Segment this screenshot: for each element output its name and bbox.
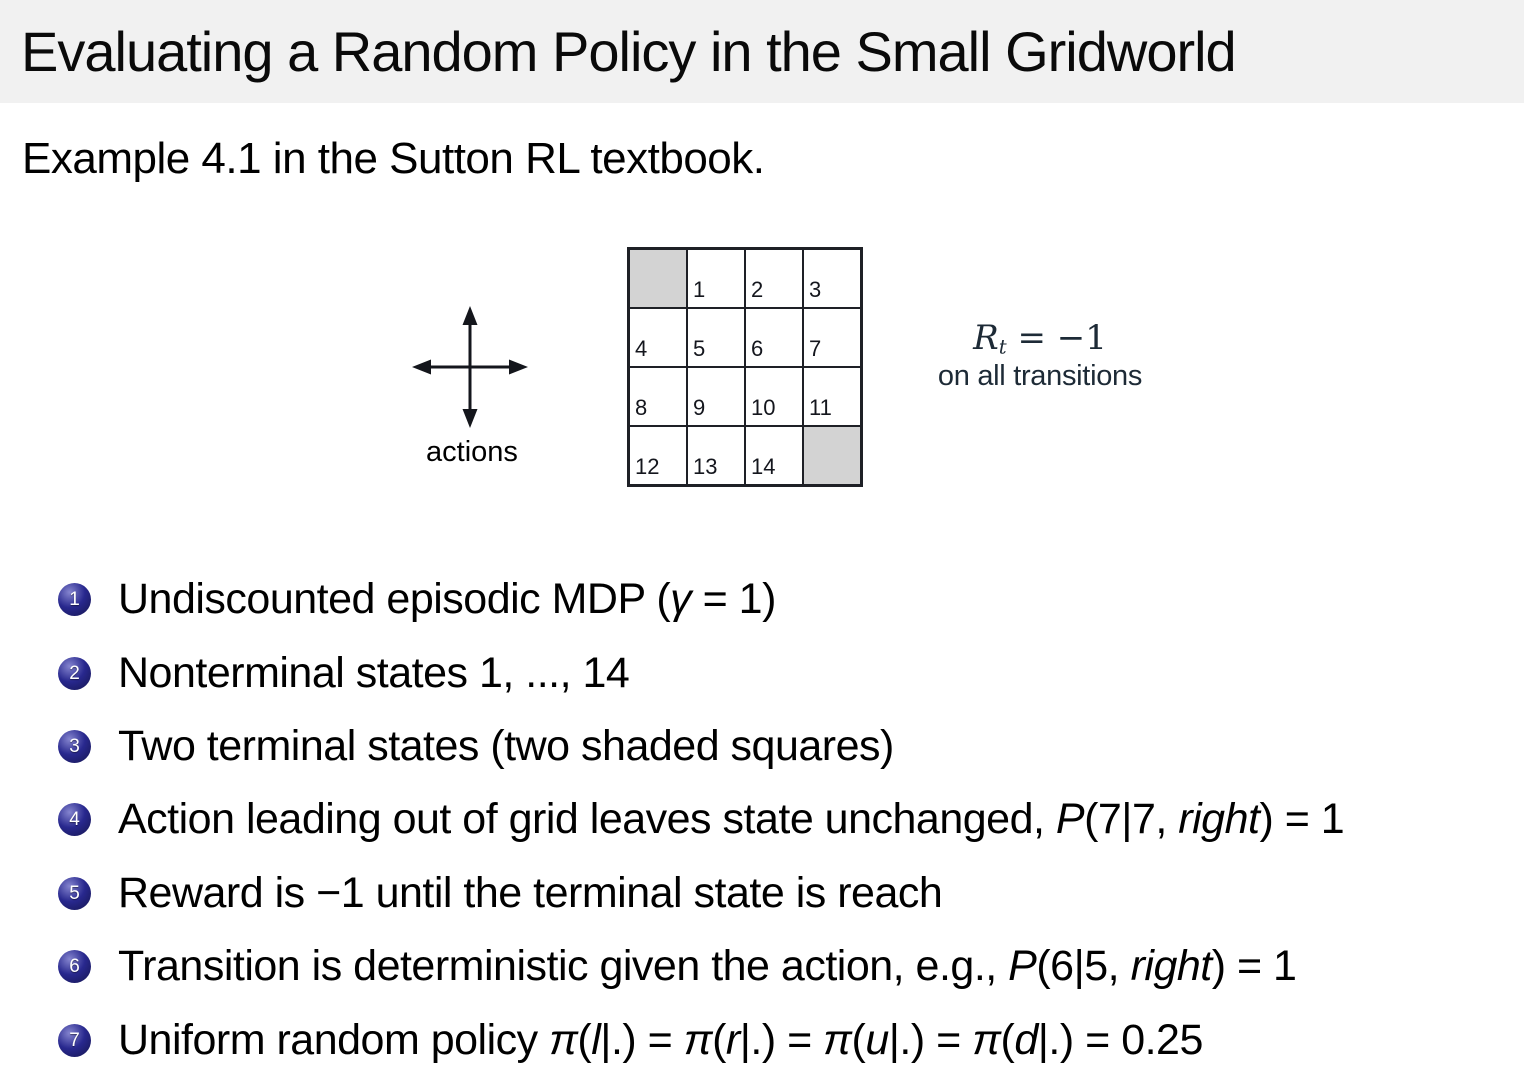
grid-cell-terminal	[804, 427, 860, 484]
text-segment: |.) =	[600, 1015, 684, 1064]
grid-cell-13	[688, 427, 744, 484]
grid-cell-11	[804, 368, 860, 425]
item-text	[118, 649, 629, 698]
actions-label: actions	[426, 436, 518, 468]
gridworld-grid	[627, 247, 863, 487]
text-segment: Nonterminal states	[118, 648, 479, 697]
grid-cell-number: 2	[751, 277, 764, 302]
text-segment: π	[972, 1015, 1001, 1064]
text-segment: π	[823, 1015, 852, 1064]
text-segment: 1, ..., 14	[478, 648, 630, 697]
grid-cell-4	[630, 309, 686, 366]
text-segment: (	[1000, 1015, 1015, 1064]
text-segment: r	[725, 1015, 740, 1064]
item-text	[118, 575, 776, 624]
grid-cell-7	[804, 309, 860, 366]
grid-cell-number: 11	[809, 395, 832, 420]
text-segment: |.) =	[739, 1015, 824, 1064]
text-segment: |.) = 0.25	[1037, 1015, 1203, 1064]
grid-cell-number: 7	[809, 336, 822, 361]
list-item-1	[58, 563, 1344, 636]
text-segment: Two terminal states (two shaded squares)	[118, 721, 894, 770]
text-segment: = 1)	[691, 575, 776, 624]
text-segment: = −1	[1006, 318, 1107, 358]
text-segment: (	[656, 575, 671, 624]
grid-cell-terminal	[630, 250, 686, 307]
text-segment: γ	[670, 575, 692, 624]
actions-cross-icon	[412, 306, 528, 428]
text-segment: (	[577, 1015, 592, 1064]
grid-cell-2	[746, 250, 802, 307]
item-number-ball: 1	[58, 583, 91, 616]
enumerated-list	[58, 563, 1344, 1077]
item-number-ball: 5	[58, 877, 91, 910]
grid-cell-6	[746, 309, 802, 366]
text-segment: (6|5,	[1036, 942, 1131, 991]
grid-cell-number: 6	[751, 336, 764, 361]
grid-cell-number: 13	[693, 454, 718, 479]
grid-cell-number: 8	[635, 395, 648, 420]
text-segment: t	[998, 335, 1007, 359]
text-segment: (7|7,	[1084, 795, 1179, 844]
text-segment: Action leading out of grid leaves state unchanged,	[118, 795, 1056, 844]
grid-cell-number: 12	[635, 454, 660, 479]
grid-cell-10	[746, 368, 802, 425]
text-segment: |.) =	[888, 1015, 973, 1064]
text-segment: ) = 1	[1211, 942, 1297, 991]
grid-cell-number: 1	[693, 277, 706, 302]
list-item-3	[58, 710, 1344, 783]
text-segment: ) = 1	[1259, 795, 1345, 844]
item-number-ball: 6	[58, 950, 91, 983]
grid-cell-8	[630, 368, 686, 425]
text-segment: right	[1130, 942, 1212, 991]
header-bar	[0, 0, 1524, 103]
text-segment: P	[1055, 795, 1085, 844]
grid-cell-9	[688, 368, 744, 425]
list-item-6	[58, 930, 1344, 1003]
list-item-4	[58, 783, 1344, 856]
grid-cell-number: 9	[693, 395, 706, 420]
list-item-2	[58, 636, 1344, 709]
subtitle: Example 4.1 in the Sutton RL textbook.	[22, 134, 765, 183]
grid-cell-12	[630, 427, 686, 484]
text-segment: Uniform random policy	[118, 1015, 550, 1064]
grid-cell-14	[746, 427, 802, 484]
text-segment: π	[683, 1015, 713, 1064]
text-segment: (	[851, 1015, 866, 1064]
grid-cell-5	[688, 309, 744, 366]
text-segment: right	[1178, 795, 1260, 844]
text-segment: Transition is deterministic given the action, e.g.,	[118, 942, 1009, 991]
item-number-ball: 4	[58, 803, 91, 836]
page-title: Evaluating a Random Policy in the Small Gridworld	[21, 20, 1236, 83]
text-segment: −1	[316, 868, 365, 917]
grid-cell-number: 14	[751, 454, 776, 479]
item-number-ball: 3	[58, 730, 91, 763]
grid-cell-number: 3	[809, 277, 822, 302]
item-text	[118, 722, 894, 771]
text-segment: u	[865, 1015, 889, 1064]
text-segment: d	[1014, 1015, 1038, 1064]
text-segment: Undiscounted episodic MDP	[118, 575, 657, 624]
text-segment: Reward is	[118, 868, 317, 917]
item-text	[118, 869, 942, 918]
reward-formula	[900, 320, 1180, 358]
grid-cell-number: 10	[751, 395, 776, 420]
item-number-ball: 7	[58, 1024, 91, 1057]
item-text	[118, 1016, 1203, 1065]
text-segment: R	[973, 318, 999, 358]
text-segment: l	[591, 1015, 601, 1064]
item-text	[118, 795, 1344, 844]
text-segment: until the terminal state is reach	[364, 868, 943, 917]
grid-cell-number: 4	[635, 336, 648, 361]
grid-cell-3	[804, 250, 860, 307]
text-segment: π	[549, 1015, 578, 1064]
grid-cell-number: 5	[693, 336, 706, 361]
text-segment: (	[712, 1015, 726, 1064]
item-number-ball: 2	[58, 657, 91, 690]
reward-caption: on all transitions	[937, 360, 1143, 393]
grid-cell-1	[688, 250, 744, 307]
text-segment: P	[1008, 942, 1037, 991]
reward-block	[900, 320, 1180, 393]
item-text	[118, 942, 1296, 991]
list-item-7	[58, 1003, 1344, 1076]
list-item-5	[58, 857, 1344, 930]
